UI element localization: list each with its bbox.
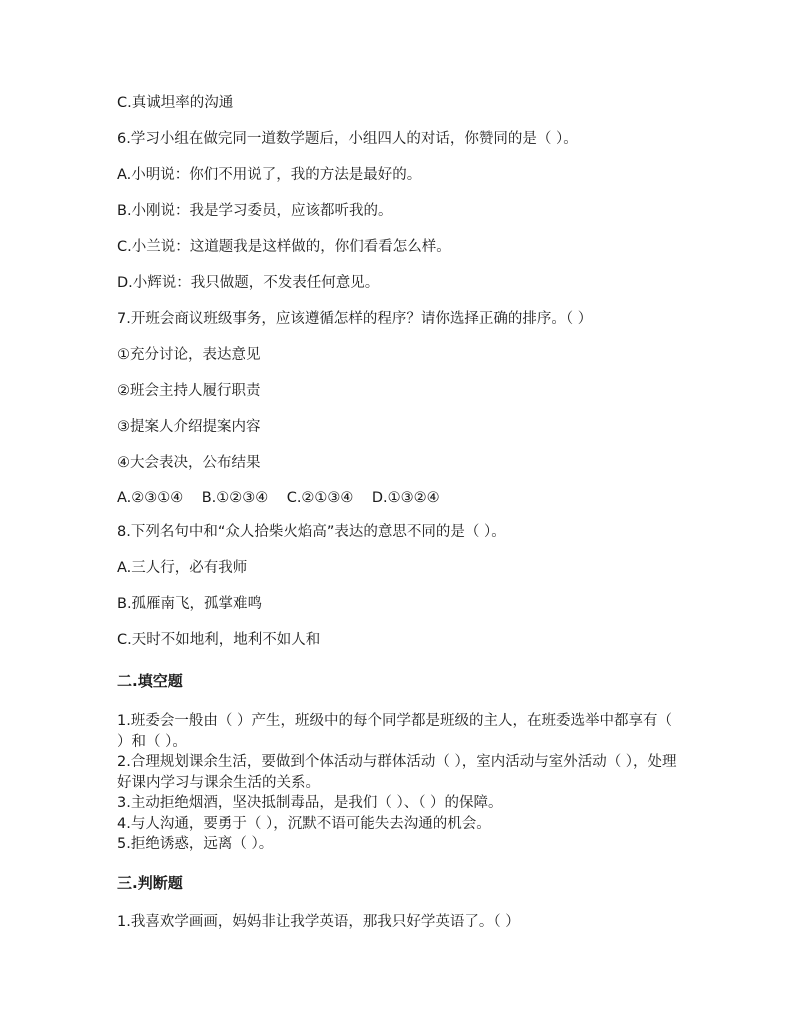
fill-item-5: 5.拒绝诱惑，远离（ ）。	[117, 836, 274, 852]
q8-stem: 8.下列名句中和“众人拾柴火焰高”表达的意思不同的是（ ）。	[117, 524, 506, 540]
q6-option-a: A.小明说：你们不用说了，我的方法是最好的。	[117, 167, 422, 183]
judge-section-heading: 三.判断题	[117, 874, 183, 892]
fill-item-1: 1.班委会一般由（ ）产生，班级中的每个同学都是班级的主人，在班委选举中都享有（ ）和（ ）。	[117, 713, 672, 750]
q7-step-1: ①充分讨论，表达意见	[117, 347, 261, 363]
q8-option-a: A.三人行，必有我师	[117, 560, 248, 576]
q7-step-4: ④大会表决，公布结果	[117, 455, 261, 471]
fill-item-2: 2.合理规划课余生活，要做到个体活动与群体活动（ ），室内活动与室外活动（ ），处理好课内学习与课余生活的关系。	[117, 754, 677, 791]
q8-option-b: B.孤雁南飞，孤掌难鸣	[117, 596, 263, 612]
fill-item-4: 4.与人沟通，要勇于（ ），沉默不语可能失去沟通的机会。	[117, 815, 491, 832]
q5-option-c: C.真诚坦率的沟通	[117, 95, 234, 111]
q6-option-b: B.小刚说：我是学习委员，应该都听我的。	[117, 203, 393, 219]
q7-options: A.②③①④ B.①②③④ C.②①③④ D.①③②④	[117, 490, 440, 506]
q7-stem: 7.开班会商议班级事务，应该遵循怎样的程序？请你选择正确的排序。（ ）	[117, 311, 593, 327]
fill-items	[117, 711, 677, 855]
q8-option-c: C.天时不如地利，地利不如人和	[117, 632, 321, 648]
fill-item-3: 3.主动拒绝烟酒，坚决抵制毒品，是我们（ ）、（ ）的保障。	[117, 795, 503, 811]
q7-step-3: ③提案人介绍提案内容	[117, 419, 261, 435]
q6-stem: 6.学习小组在做完同一道数学题后，小组四人的对话，你赞同的是（ ）。	[117, 131, 578, 147]
fill-section-heading: 二.填空题	[117, 672, 183, 690]
q6-option-d: D.小辉说：我只做题，不发表任何意见。	[117, 275, 380, 291]
q7-step-2: ②班会主持人履行职责	[117, 383, 261, 399]
q6-option-c: C.小兰说：这道题我是这样做的，你们看看怎么样。	[117, 239, 451, 255]
judge-item-1: 1.我喜欢学画画，妈妈非让我学英语，那我只好学英语了。（ ）	[117, 914, 520, 930]
